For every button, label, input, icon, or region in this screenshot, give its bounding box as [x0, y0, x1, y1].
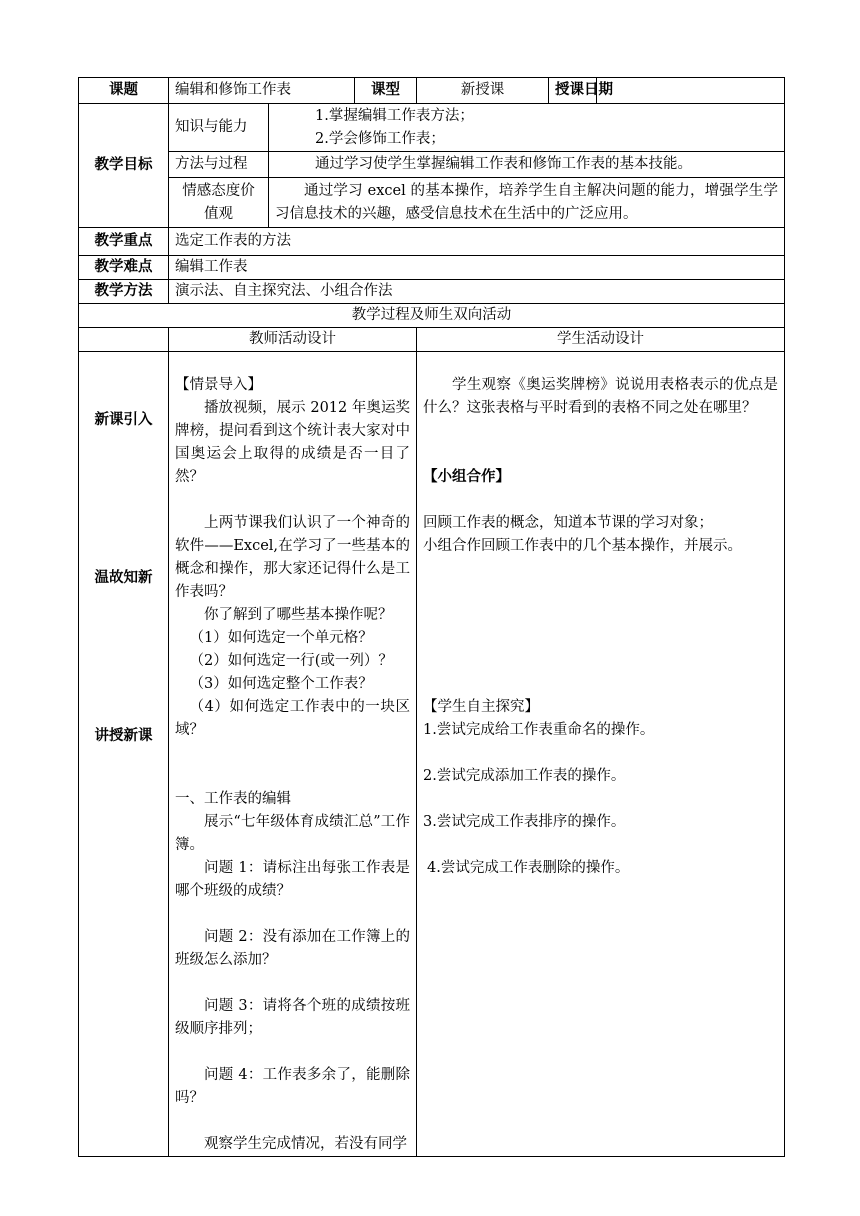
method-label: 方法与过程 — [169, 152, 269, 178]
stage-intro-label: 新课引入 — [94, 412, 153, 428]
stage-header-empty — [79, 328, 169, 352]
goal-knowledge-row — [79, 104, 785, 152]
process-header-row — [79, 328, 785, 352]
group-tag: 【小组合作】 — [423, 469, 510, 485]
process-title-row — [79, 304, 785, 328]
section-title: 一、工作表的编辑 — [175, 791, 291, 807]
stage-review-label: 温故知新 — [94, 570, 153, 586]
stage-teach-label: 讲授新课 — [94, 728, 153, 744]
key-point-value: 选定工作表的方法 — [169, 228, 785, 256]
difficulty-row — [79, 256, 785, 280]
type-label: 课型 — [355, 78, 417, 104]
student-review-1: 回顾工作表的概念，知道本节课的学习对象； — [423, 515, 713, 531]
goal-emotion-row — [79, 178, 785, 228]
methods-label: 教学方法 — [79, 280, 169, 304]
student-activity-column — [417, 352, 785, 1157]
knowledge-content — [269, 104, 785, 152]
intro-tag: 【情景导入】 — [175, 377, 262, 393]
goals-label: 教学目标 — [79, 104, 169, 228]
review-item: （3）如何选定整个工作表？ — [189, 676, 373, 692]
date-value — [597, 78, 785, 104]
show-text: 展示“七年级体育成绩汇总”工作簿。 — [175, 814, 410, 853]
key-point-label: 教学重点 — [79, 228, 169, 256]
review-text: 上两节课我们认识了一个神奇的软件——Excel,在学习了一些基本的概念和操作，那大家还记得什么是工作表吗？ — [175, 515, 410, 600]
review-question: 你了解到了哪些基本操作呢？ — [204, 607, 393, 623]
date-label: 授课日期 — [549, 78, 597, 104]
question-4: 问题 4：工作表多余了，能删除吗？ — [175, 1067, 410, 1106]
student-intro-text: 学生观察《奥运奖牌榜》说说用表格表示的优点是什么？这张表格与平时看到的表格不同之处在哪里？ — [423, 377, 778, 416]
lesson-plan-table — [78, 77, 785, 1157]
emotion-label: 情感态度价 值观 — [169, 178, 269, 228]
methods-row — [79, 280, 785, 304]
method-text: 通过学习使学生掌握编辑工作表和修饰工作表的基本技能。 — [269, 152, 785, 178]
explore-task: 4.尝试完成工作表删除的操作。 — [427, 860, 630, 876]
explore-task: 2.尝试完成添加工作表的操作。 — [423, 768, 626, 784]
knowledge-item: 1.掌握编辑工作表方法； — [315, 107, 474, 124]
key-point-row — [79, 228, 785, 256]
review-item: （4）如何选定工作表中的一块区域？ — [175, 699, 410, 738]
difficulty-value: 编辑工作表 — [169, 256, 785, 280]
type-value: 新授课 — [417, 78, 549, 104]
review-item: （1）如何选定一个单元格？ — [189, 630, 373, 646]
review-item: （2）如何选定一行(或一列）？ — [189, 653, 393, 669]
goal-method-row — [79, 152, 785, 178]
question-3: 问题 3：请将各个班的成绩按班级顺序排列； — [175, 998, 410, 1037]
topic-label: 课题 — [79, 78, 169, 104]
question-2: 问题 2：没有添加在工作簿上的班级怎么添加？ — [175, 929, 410, 968]
process-content-row — [79, 352, 785, 1157]
knowledge-label: 知识与能力 — [169, 104, 269, 152]
stage-column — [79, 352, 169, 1157]
process-title: 教学过程及师生双向活动 — [79, 304, 785, 328]
difficulty-label: 教学难点 — [79, 256, 169, 280]
explore-task: 3.尝试完成工作表排序的操作。 — [423, 814, 626, 830]
intro-text: 播放视频，展示 2012 年奥运奖牌榜，提问看到这个统计表大家对中国奥运会上取得的成绩是否一目了然？ — [175, 400, 410, 485]
methods-value: 演示法、自主探究法、小组合作法 — [169, 280, 785, 304]
teacher-activity-column — [169, 352, 417, 1157]
student-header: 学生活动设计 — [417, 328, 785, 352]
explore-task: 1.尝试完成给工作表重命名的操作。 — [423, 722, 655, 738]
student-review-2: 小组合作回顾工作表中的几个基本操作，并展示。 — [423, 538, 742, 554]
explore-tag: 【学生自主探究】 — [423, 699, 539, 715]
emotion-text: 通过学习 excel 的基本操作，培养学生自主解决问题的能力，增强学生学习信息技术的兴趣，感受信息技术在生活中的广泛应用。 — [269, 178, 785, 228]
observe-text: 观察学生完成情况，若没有同学 — [204, 1136, 407, 1152]
knowledge-item: 2.学会修饰工作表； — [315, 130, 445, 147]
teacher-header: 教师活动设计 — [169, 328, 417, 352]
question-1: 问题 1：请标注出每张工作表是哪个班级的成绩？ — [175, 860, 410, 899]
header-row — [79, 78, 785, 104]
topic-value: 编辑和修饰工作表 — [169, 78, 355, 104]
